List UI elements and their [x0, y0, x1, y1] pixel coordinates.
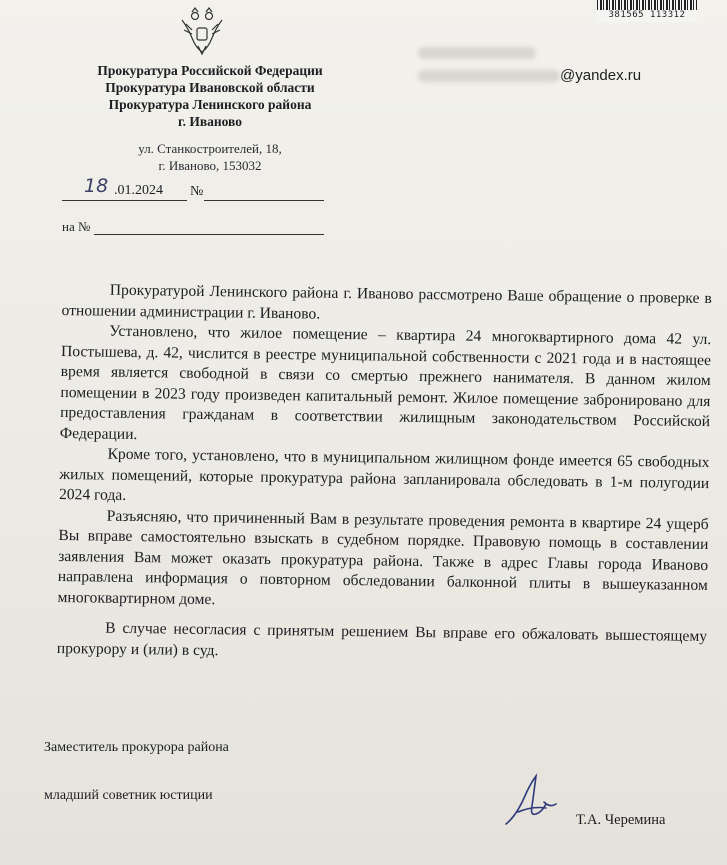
date-month-year: .01.2024 [114, 183, 163, 198]
barcode-number: 381565 113312 [608, 10, 686, 20]
handwritten-day: 18 [84, 175, 109, 197]
body-paragraph-2: Установлено, что жилое помещение – квартира 24 многоквартирного дома 42 ул. Постышева, д. 42, числится в реестре муниципальной собственности с 2021 года и в настоящее время является свободной в связи со смертью прежнего нанимателя. В данном жилом помещении в 2023 году произведен капитальный ремонт. Жилое помещение забронировано для предоставления гражданам в соответствии жилищным законодательством Российской Федерации. [59, 322, 712, 443]
address-line-1: ул. Станкостроителей, 18, [138, 141, 282, 156]
date-underline [62, 200, 187, 201]
redaction-blur [418, 47, 536, 59]
body-paragraph-1: Прокуратурой Ленинского района г. Иваново рассмотрено Ваше обращение о проверке в отношении администрации г. Иваново. [61, 281, 712, 323]
recipient-block [418, 40, 698, 88]
issuer-address [100, 140, 320, 174]
header-line-4: г. Иваново [177, 114, 243, 129]
signatory-name: Т.А. Черемина [576, 812, 666, 828]
header-line-2: Прокуратура Ивановской области [105, 80, 315, 95]
address-line-2: г. Иваново, 153032 [158, 158, 262, 173]
body-paragraph-3: Кроме того, установлено, что в муниципальном жилищном фонде имеется 65 свободных жилых помещений, которые прокуратура района запланировала обследовать в 1-м полугодии 2024 года. [58, 445, 710, 504]
coat-of-arms-emblem-icon [178, 6, 226, 58]
barcode [597, 0, 697, 22]
issuer-header [60, 62, 360, 130]
recipient-name-redacted [418, 40, 698, 64]
number-underline [204, 200, 324, 201]
recipient-email [418, 64, 698, 88]
position-line-1: Заместитель прокурора района [44, 740, 229, 755]
handwritten-signature-icon [498, 772, 568, 832]
reference-label: на № [62, 219, 91, 234]
number-sign: № [190, 184, 204, 199]
body-paragraph-4: Разъясняю, что причиненный Вам в результате проведения ремонта в квартире 24 ущерб Вы вправе самостоятельно взыскать в судебном порядке. Правовую помощь в составлении заявления Вам может оказать прокуратура района. Также в адрес Главы города Иваново направлена информация о повторном обследовании балконной плиты в вышеуказанном многоквартирном доме. [57, 507, 709, 608]
reference-number [62, 215, 332, 241]
letter-body [57, 280, 712, 668]
header-line-1: Прокуратура Российской Федерации [97, 63, 323, 78]
body-paragraph-5: В случае несогласия с принятым решением Вы вправе его обжаловать вышестоящему прокурору и (или) в суд. [56, 619, 708, 659]
reference-underline [94, 234, 324, 235]
position-line-2: младший советник юстиции [44, 788, 213, 803]
redaction-blur [418, 70, 560, 82]
header-line-3: Прокуратура Ленинского района [108, 97, 312, 112]
email-domain: @yandex.ru [560, 67, 642, 84]
barcode-bars [597, 0, 697, 10]
document-date [62, 175, 332, 206]
